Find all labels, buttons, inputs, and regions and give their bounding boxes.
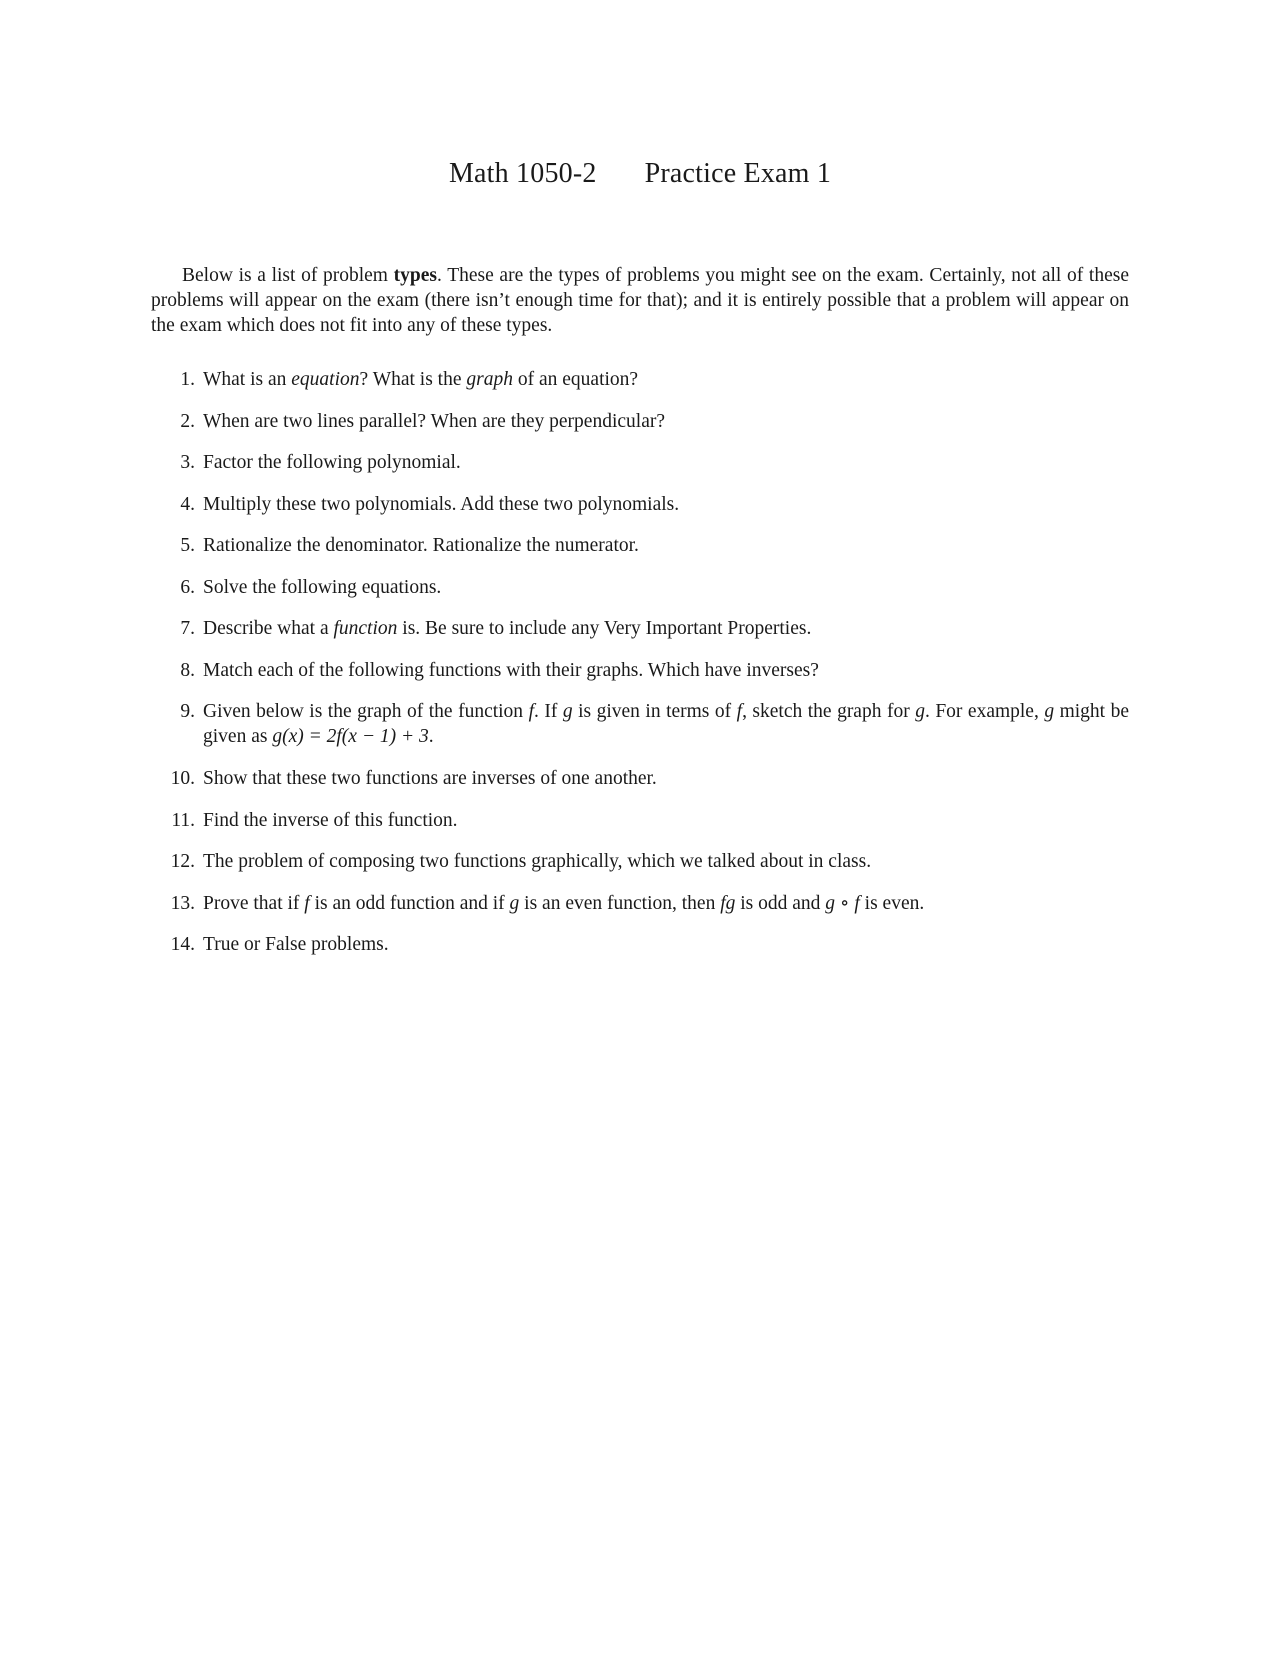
- problem-text: Prove that if f is an odd function and if g is an even function, then fg is odd and g ∘ f is even.: [203, 892, 925, 914]
- problem-item-11: [151, 808, 1129, 833]
- problem-number: 7.: [180, 618, 195, 639]
- problem-number: 1.: [180, 369, 195, 390]
- problem-number: 14.: [170, 934, 195, 955]
- problem-number: 2.: [180, 410, 195, 432]
- intro-text-1: Below is a list of problem: [182, 264, 394, 286]
- problem-item-4: [151, 492, 1129, 517]
- problem-item-10: [151, 766, 1129, 791]
- problem-item-2: [151, 409, 1129, 434]
- problem-number: 8.: [180, 659, 195, 681]
- course-title: Math 1050-2: [448, 158, 597, 189]
- problem-number: 6.: [180, 576, 195, 598]
- problem-number: 10.: [170, 768, 195, 789]
- exam-title: Practice Exam 1: [644, 158, 832, 189]
- problem-text: Solve the following equations.: [203, 576, 442, 598]
- problem-text: When are two lines parallel? When are they perpendicular?: [203, 410, 665, 432]
- problem-item-3: [151, 450, 1129, 475]
- problem-item-8: [151, 658, 1129, 683]
- intro-bold-word: types: [393, 264, 437, 286]
- problem-number: 12.: [170, 851, 195, 872]
- problem-item-7: [151, 616, 1129, 641]
- problem-item-12: [151, 849, 1129, 874]
- problem-text: Given below is the graph of the function f. If g is given in terms of f, sketch the graph for g. For example, g might be given as g(x) = 2f(x − 1) + 3.: [203, 701, 1129, 747]
- problem-number: 5.: [180, 535, 195, 556]
- problem-text: Show that these two functions are inverses of one another.: [203, 768, 657, 789]
- problem-text: Describe what a function is. Be sure to include any Very Important Properties.: [203, 618, 812, 639]
- problem-item-13: [151, 891, 1129, 916]
- problem-text: True or False problems.: [203, 934, 389, 955]
- problem-item-9: [151, 699, 1129, 749]
- intro-paragraph: [151, 263, 1129, 338]
- problem-number: 3.: [180, 452, 195, 473]
- page-title: [0, 158, 1280, 190]
- problem-number: 11.: [171, 809, 195, 831]
- problem-text: The problem of composing two functions graphically, which we talked about in class.: [203, 851, 872, 872]
- problem-text: Rationalize the denominator. Rationalize the numerator.: [203, 535, 639, 556]
- problem-text: Multiply these two polynomials. Add these two polynomials.: [203, 493, 680, 515]
- problem-item-6: [151, 575, 1129, 600]
- intro-text-2: . These are the types of problems you might see on the exam. Certainly, not all of these problems will appear on the exam (there isn’t enough time for that); and it is entirely possible that a problem will appear on the exam which does not fit into any of these types.: [151, 264, 1129, 336]
- problem-item-1: [151, 367, 1129, 392]
- problem-number: 4.: [180, 493, 195, 515]
- problem-text: Factor the following polynomial.: [203, 452, 461, 473]
- problem-number: 13.: [170, 892, 195, 914]
- problem-number: 9.: [180, 701, 195, 722]
- problem-item-14: [151, 932, 1129, 957]
- problem-item-5: [151, 533, 1129, 558]
- problem-text: Find the inverse of this function.: [203, 809, 458, 831]
- problem-text: Match each of the following functions with their graphs. Which have inverses?: [203, 659, 819, 681]
- problem-text: What is an equation? What is the graph of an equation?: [203, 369, 639, 390]
- formula: g(x) = 2f(x − 1) + 3: [272, 726, 429, 747]
- problem-list: [151, 367, 1129, 974]
